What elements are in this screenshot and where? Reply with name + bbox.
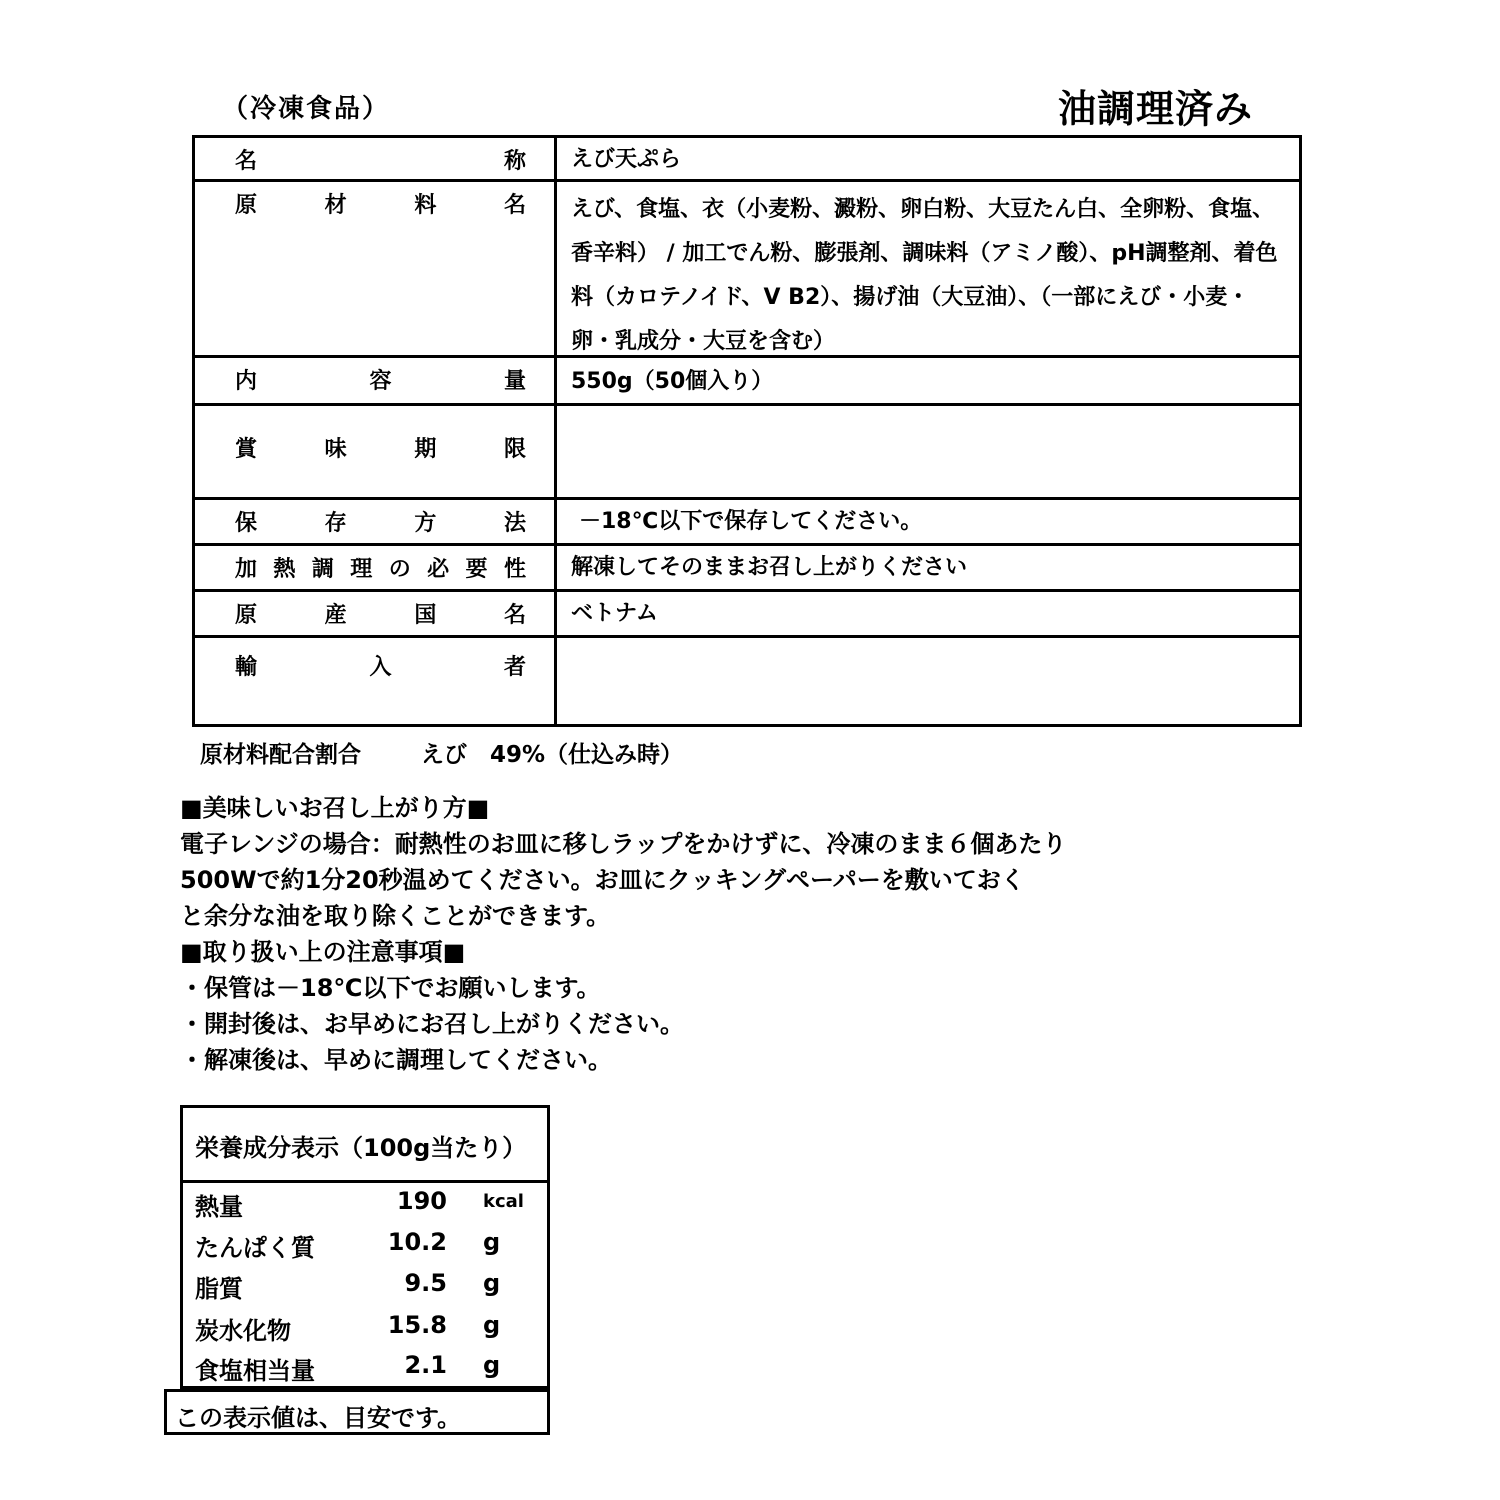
caution-item: ・開封後は、お早めにお召し上がりください。 [180,1010,684,1038]
row-key: 賞 味 期 限 [195,406,557,497]
nutrient-unit: g [483,1228,501,1256]
row-value: ベトナム [571,601,658,626]
ingredient-ratio-label: 原材料配合割合 [200,742,361,768]
nutrition-row [195,1187,537,1227]
nutrient-name: たんぱく質 [195,1234,315,1262]
caution-item: ・保管は－18℃以下でお願いします。 [180,974,601,1002]
nutrient-name: 熱量 [195,1193,243,1221]
nutrient-unit: kcal [483,1191,524,1212]
row-key: 原 産 国 名 [195,592,557,635]
nutrient-unit: g [483,1351,501,1379]
table-row-storage [195,500,1299,546]
ingredient-ratio-value: えび 49%（仕込み時） [421,742,684,768]
instructions-line: 500Wで約1分20秒温めてください。お皿にクッキングペーパーを敷いておく [180,866,1025,894]
nutrient-value: 15.8 [387,1311,447,1339]
nutrient-value: 9.5 [404,1269,447,1297]
nutrient-name: 炭水化物 [195,1317,291,1345]
row-value: えび天ぷら [571,147,682,172]
nutrient-value: 190 [396,1187,447,1215]
table-row-heating-need [195,546,1299,592]
table-row-origin [195,592,1299,638]
nutrition-title: 栄養成分表示（100g当たり） [180,1105,550,1183]
row-key: 名 称 [195,138,557,179]
nutrition-facts-table [175,1105,550,1435]
row-value: 550g（50個入り） [571,369,774,394]
nutrient-name: 脂質 [195,1275,243,1303]
row-value: 解凍してそのままお召し上がりください [571,555,968,580]
table-row-best-before [195,406,1299,500]
nutrition-row [195,1269,537,1309]
row-key: 保 存 方 法 [195,500,557,543]
row-value: －18℃以下で保存してください。 [579,509,923,534]
instructions-line: と余分な油を取り除くことができます。 [180,902,611,930]
table-row-importer [195,638,1299,724]
nutrition-footer: この表示値は、目安です。 [164,1389,550,1435]
caution-item: ・解凍後は、早めに調理してください。 [180,1046,612,1074]
nutrient-unit: g [483,1311,501,1339]
nutrition-row [195,1351,537,1391]
instructions-line: 電子レンジの場合：耐熱性のお皿に移しラップをかけずに、冷凍のまま６個あたり [180,830,1067,858]
nutrition-row [195,1311,537,1351]
table-row-ingredients [195,182,1299,358]
nutrient-unit: g [483,1269,501,1297]
nutrient-value: 2.1 [404,1351,447,1379]
row-value: えび、食塩、衣（小麦粉、澱粉、卵白粉、大豆たん白、全卵粉、食塩、香辛料） / 加工でん粉、膨張剤、調味料（アミノ酸）、pH調整剤、着色料（カロテノイド、V B2）、揚げ油（大豆油）、（一部にえび・小麦・卵・乳成分・大豆を含む） [571,197,1278,354]
frozen-food-label: （冷凍食品） [222,94,391,124]
cautions-heading: ■取り扱い上の注意事項■ [180,938,466,966]
ingredient-ratio [200,736,683,769]
row-key: 原 材 料 名 [195,182,557,355]
nutrient-name: 食塩相当量 [195,1357,315,1385]
cooking-status-title: 油調理済み [1058,87,1254,131]
row-key: 内 容 量 [195,358,557,403]
nutrient-value: 10.2 [387,1228,447,1256]
product-label-table [192,135,1302,727]
table-row-name [195,138,1299,182]
row-key: 輸 入 者 [195,638,557,724]
row-key: 加 熱 調 理 の 必 要 性 [195,546,557,589]
notes-section [180,790,1066,1078]
nutrition-row [195,1228,537,1268]
instructions-heading: ■美味しいお召し上がり方■ [180,794,490,822]
nutrition-body [180,1183,550,1389]
table-row-contents [195,358,1299,406]
